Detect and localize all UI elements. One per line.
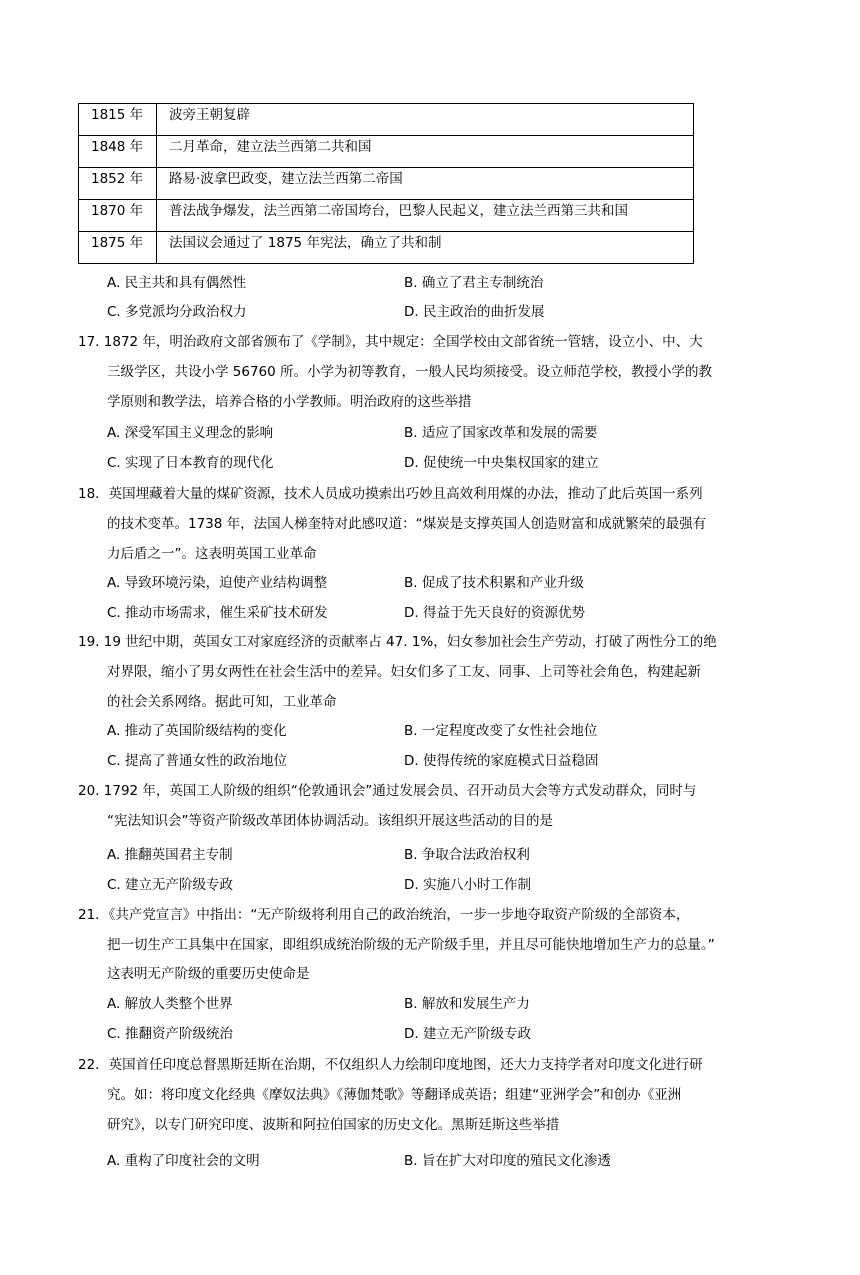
q16-option-c: C. 多党派均分政治权力 (107, 304, 247, 320)
q22-stem-line: 22．英国首任印度总督黑斯廷斯在治期，不仅组织人力绘制印度地图，还大力支持学者对印度文化进行研 (78, 1057, 703, 1073)
q19-option-a: A. 推动了英国阶级结构的变化 (107, 723, 287, 739)
year-cell: 1870 年 (79, 200, 157, 232)
q22-stem-line: 研究》，以专门研究印度、波斯和阿拉伯国家的历史文化。黑斯廷斯这些举措 (107, 1117, 560, 1133)
q21-option-a: A. 解放人类整个世界 (107, 996, 233, 1012)
q20-stem-line: 20. 1792 年，英国工人阶级的组织“伦敦通讯会”通过发展会员、召开动员大会等方式发动群众，同时与 (78, 783, 697, 799)
q19-option-b: B. 一定程度改变了女性社会地位 (404, 723, 598, 739)
q20-stem-line: “宪法知识会”等资产阶级改革团体协调活动。该组织开展这些活动的目的是 (107, 813, 553, 829)
table-row (79, 136, 694, 168)
table-row (79, 200, 694, 232)
q21-stem-line: 21．《共产党宣言》中指出：“无产阶级将利用自己的政治统治，一步一步地夺取资产阶级的全部资本， (78, 907, 690, 923)
event-cell: 二月革命，建立法兰西第二共和国 (157, 136, 694, 168)
year-cell: 1875 年 (79, 232, 157, 264)
event-cell: 路易·波拿巴政变，建立法兰西第二帝国 (157, 168, 694, 200)
q16-option-d: D. 民主政治的曲折发展 (404, 304, 545, 320)
q18-stem-line: 18．英国埋藏着大量的煤矿资源，技术人员成功摸索出巧妙且高效利用煤的办法，推动了此后英国一系列 (78, 486, 703, 502)
q20-option-d: D. 实施八小时工作制 (404, 877, 531, 893)
q18-option-b: B. 促成了技术积累和产业升级 (404, 575, 584, 591)
q18-option-a: A. 导致环境污染，迫使产业结构调整 (107, 575, 328, 591)
q17-option-a: A. 深受军国主义理念的影响 (107, 425, 274, 441)
q22-stem-line: 究。如：将印度文化经典《摩奴法典》《薄伽梵歌》等翻译成英语；组建“亚洲学会”和创办《亚洲 (107, 1087, 682, 1103)
q17-stem-line: 17. 1872 年，明治政府文部省颁布了《学制》，其中规定：全国学校由文部省统一管辖，设立小、中、大 (78, 334, 703, 350)
q18-stem-line: 力后盾之一”。这表明英国工业革命 (107, 546, 317, 562)
q18-stem-line: 的技术变革。1738 年，法国人梯奎特对此感叹道：“煤炭是支撑英国人创造财富和成就繁荣的最强有 (107, 516, 707, 532)
q19-stem-line: 的社会关系网络。据此可知，工业革命 (107, 694, 337, 710)
q19-stem-line: 对界限，缩小了男女两性在社会生活中的差异。妇女们多了工友、同事、上司等社会角色，构建起新 (107, 664, 701, 680)
history-timeline-table (78, 103, 694, 264)
q22-option-a: A. 重构了印度社会的文明 (107, 1153, 260, 1169)
year-cell: 1815 年 (79, 104, 157, 136)
table-row (79, 168, 694, 200)
q19-stem-line: 19. 19 世纪中期，英国女工对家庭经济的贡献率占 47. 1%，妇女参加社会生产劳动，打破了两性分工的绝 (78, 634, 717, 650)
q18-option-d: D. 得益于先天良好的资源优势 (404, 605, 585, 621)
q21-option-c: C. 推翻资产阶级统治 (107, 1026, 234, 1042)
q21-stem-line: 把一切生产工具集中在国家，即组织成统治阶级的无产阶级手里，并且尽可能快地增加生产力的总量。” (107, 937, 715, 953)
table-row (79, 232, 694, 264)
q18-option-c: C. 推动市场需求，催生采矿技术研发 (107, 605, 328, 621)
event-cell: 普法战争爆发，法兰西第二帝国垮台，巴黎人民起义，建立法兰西第三共和国 (157, 200, 694, 232)
year-cell: 1852 年 (79, 168, 157, 200)
q17-option-d: D. 促使统一中央集权国家的建立 (404, 455, 599, 471)
q19-option-c: C. 提高了普通女性的政治地位 (107, 753, 288, 769)
event-cell: 波旁王朝复辟 (157, 104, 694, 136)
q16-option-a: A. 民主共和具有偶然性 (107, 275, 247, 291)
q21-option-b: B. 解放和发展生产力 (404, 996, 530, 1012)
q17-stem-line: 学原则和教学法，培养合格的小学教师。明治政府的这些举措 (107, 394, 472, 410)
q20-option-a: A. 推翻英国君主专制 (107, 847, 233, 863)
q17-option-b: B. 适应了国家改革和发展的需要 (404, 425, 598, 441)
q17-stem-line: 三级学区，共设小学 56760 所。小学为初等教育，一般人民均须接受。设立师范学校，教授小学的教 (107, 364, 713, 380)
q21-option-d: D. 建立无产阶级专政 (404, 1026, 531, 1042)
q20-option-c: C. 建立无产阶级专政 (107, 877, 234, 893)
q17-option-c: C. 实现了日本教育的现代化 (107, 455, 274, 471)
q21-stem-line: 这表明无产阶级的重要历史使命是 (107, 966, 310, 982)
q20-option-b: B. 争取合法政治权利 (404, 847, 530, 863)
event-cell: 法国议会通过了 1875 年宪法，确立了共和制 (157, 232, 694, 264)
q22-option-b: B. 旨在扩大对印度的殖民文化渗透 (404, 1153, 611, 1169)
q16-option-b: B. 确立了君主专制统治 (404, 275, 544, 291)
table-row (79, 104, 694, 136)
q19-option-d: D. 使得传统的家庭模式日益稳固 (404, 753, 599, 769)
year-cell: 1848 年 (79, 136, 157, 168)
